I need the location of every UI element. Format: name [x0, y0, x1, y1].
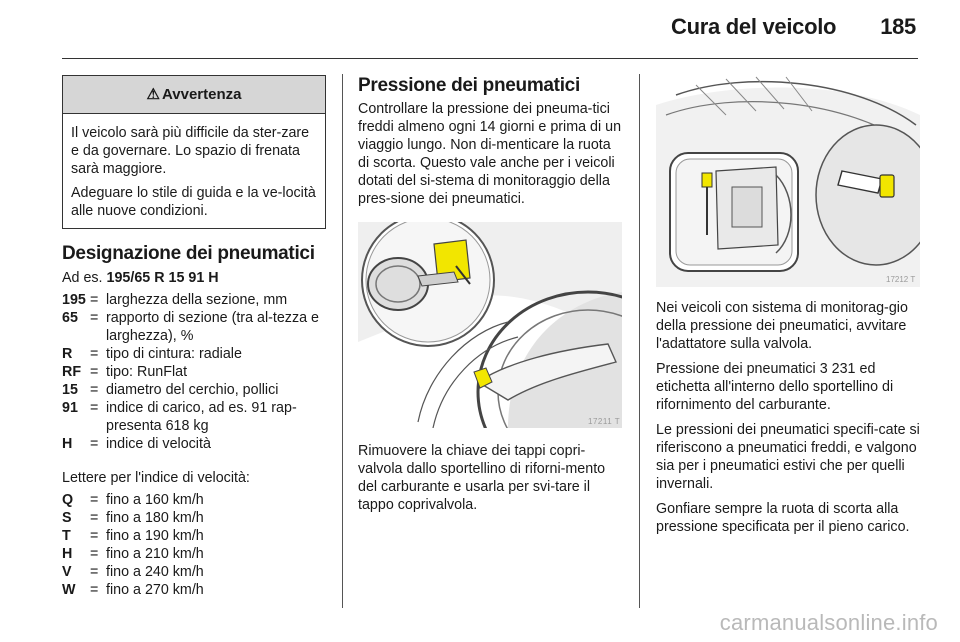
tire-designation-heading: Designazione dei pneumatici	[62, 243, 315, 264]
equals-sign: =	[90, 364, 99, 380]
equals-sign: =	[90, 382, 99, 398]
warning-title: Avvertenza	[161, 86, 242, 103]
tire-example	[62, 269, 326, 287]
definition-row	[62, 363, 326, 381]
remove-key-text: Rimuovere la chiave dei tappi copri-valvola dallo sportellino di riforni-mento del carburante e usarla per svi-tare il tappo coprivalvola.	[358, 443, 606, 513]
example-code: 195/65 R 15 91 H	[106, 270, 219, 286]
definition-row	[62, 527, 326, 545]
pressure-intro: Controllare la pressione dei pneuma-tici freddi almeno ogni 14 giorni e prima di un viaggio lungo. Non di-menticare la ruota di scorta. Questo vale anche per i veicoli dotati del si-stema di monitoraggio della pres-sione dei pneumatici.	[358, 101, 622, 207]
watermark-text: carmanualsonline.info	[719, 610, 938, 635]
speed-index-intro: Lettere per l'indice di velocità:	[62, 470, 250, 486]
equals-sign: =	[90, 528, 99, 544]
equals-sign: =	[90, 310, 99, 326]
definition-key: Q	[62, 492, 74, 508]
definition-row	[62, 309, 326, 345]
page-reference: 3 231	[819, 361, 856, 377]
section-title: Cura del veicolo	[671, 14, 837, 39]
equals-sign: =	[90, 510, 99, 526]
definition-key: RF	[62, 364, 82, 380]
definition-row	[62, 581, 326, 599]
column-divider-1	[342, 74, 343, 608]
tpms-adapter-text: Nei veicoli con sistema di monitorag-gio della pressione dei pneumatici, avvitare l'adattatore sulla valvola.	[656, 300, 908, 352]
column-left	[62, 75, 326, 599]
equals-sign: =	[90, 292, 99, 308]
definition-value: fino a 190 km/h	[106, 528, 204, 544]
definition-row	[62, 563, 326, 581]
definition-row	[62, 435, 326, 453]
definition-key: 91	[62, 400, 78, 416]
equals-sign: =	[90, 346, 99, 362]
definition-value: fino a 270 km/h	[106, 582, 204, 598]
definition-row	[62, 381, 326, 399]
definition-key: 195	[62, 292, 86, 308]
definition-value: tipo di cintura: radiale	[106, 346, 242, 362]
warning-box	[62, 75, 326, 229]
definition-value: indice di velocità	[106, 436, 211, 452]
figure2-code: 17212 T	[886, 275, 916, 284]
figure-valve-adapter	[656, 75, 920, 287]
spare-wheel-text: Gonfiare sempre la ruota di scorta alla pressione specificata per il pieno carico.	[656, 501, 910, 535]
equals-sign: =	[90, 546, 99, 562]
cold-tire-text: Le pressioni dei pneumatici specifi-cate si riferiscono a pneumatici freddi, e valgono sia per i pneumatici estivi che per quelli invernali.	[656, 422, 920, 492]
definition-key: S	[62, 510, 72, 526]
definition-value: fino a 240 km/h	[106, 564, 204, 580]
definition-key: 65	[62, 310, 78, 326]
definition-key: H	[62, 546, 73, 562]
definition-key: 15	[62, 382, 78, 398]
column-middle	[358, 75, 622, 521]
equals-sign: =	[90, 582, 99, 598]
pressure-reference-text: Pressione dei pneumatici 3 231 ed etichetta all'interno dello sportellino di rifornimento del carburante.	[656, 361, 894, 413]
equals-sign: =	[90, 436, 99, 452]
page-header	[671, 14, 916, 40]
definition-value: fino a 160 km/h	[106, 492, 204, 508]
page-number: 185	[880, 14, 916, 39]
definition-row	[62, 491, 326, 509]
equals-sign: =	[90, 564, 99, 580]
definition-value: indice di carico, ad es. 91 rap-presenta 618 kg	[106, 400, 297, 434]
definition-key: T	[62, 528, 71, 544]
equals-sign: =	[90, 400, 99, 416]
warning-text-2: Adeguare lo stile di guida e la ve-locità alle nuove condizioni.	[71, 185, 316, 219]
definition-row	[62, 545, 326, 563]
definition-value: tipo: RunFlat	[106, 364, 188, 380]
definition-key: V	[62, 564, 72, 580]
equals-sign: =	[90, 492, 99, 508]
definition-row	[62, 399, 326, 435]
definition-key: W	[62, 582, 76, 598]
column-divider-2	[639, 74, 640, 608]
figure-fuel-door-valve-key	[358, 222, 622, 428]
definition-value: fino a 210 km/h	[106, 546, 204, 562]
definition-row	[62, 291, 326, 309]
definition-key: H	[62, 436, 73, 452]
definition-value: rapporto di sezione (tra al-tezza e larghezza), %	[106, 310, 319, 344]
definition-value: fino a 180 km/h	[106, 510, 204, 526]
fuel-door-illustration	[358, 222, 622, 428]
example-prefix: Ad es.	[62, 270, 103, 286]
valve-adapter-illustration	[656, 75, 920, 287]
speed-index-list	[62, 491, 326, 599]
column-right	[656, 75, 920, 543]
definition-value: diametro del cerchio, pollici	[106, 382, 279, 398]
pressure-heading: Pressione dei pneumatici	[358, 75, 580, 96]
warning-body	[63, 114, 325, 228]
figure1-code: 17211 T	[588, 417, 621, 426]
definition-value: larghezza della sezione, mm	[106, 292, 288, 308]
definition-row	[62, 509, 326, 527]
designation-list	[62, 291, 326, 453]
header-divider	[62, 58, 918, 59]
definition-row	[62, 345, 326, 363]
warning-text-1: Il veicolo sarà più difficile da ster-zare e da governare. Lo spazio di frenata sarà maggiore.	[71, 125, 310, 177]
definition-key: R	[62, 346, 73, 362]
warning-triangle-icon: ⚠	[146, 86, 160, 103]
warning-header	[63, 76, 325, 114]
